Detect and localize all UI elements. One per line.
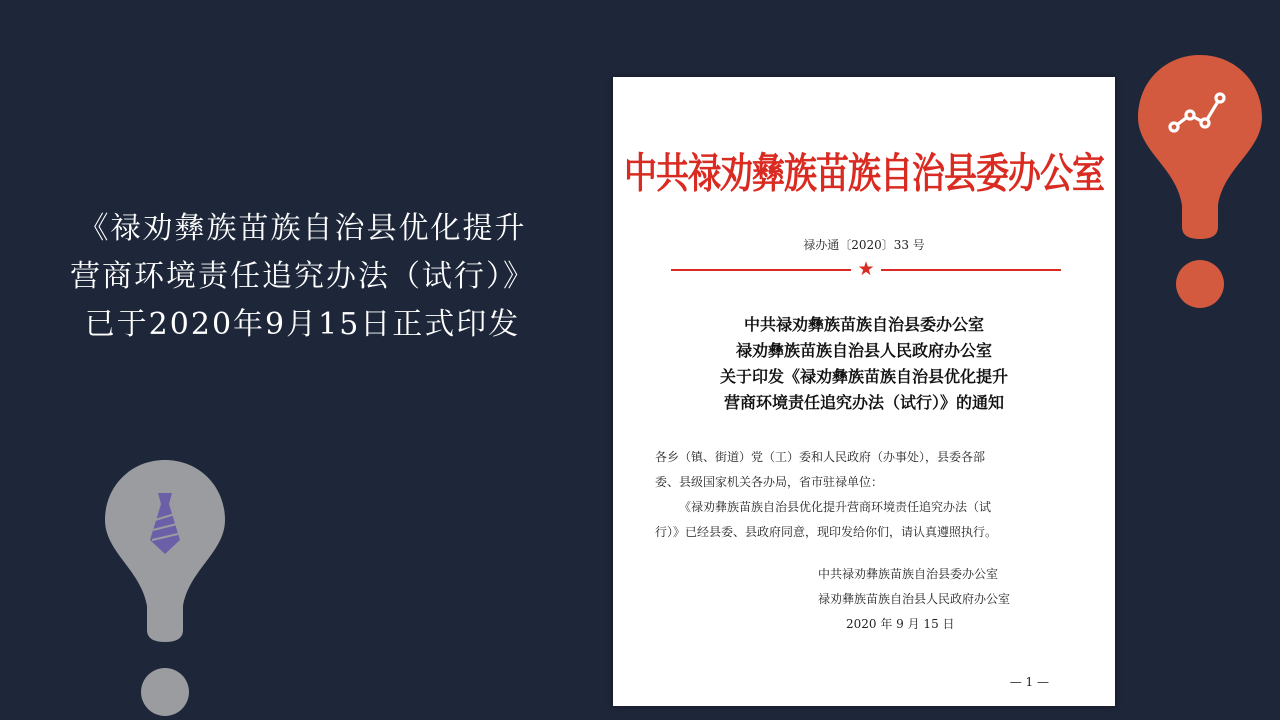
signatory: 禄劝彝族苗族自治县人民政府办公室: [818, 592, 1011, 606]
document-title-line: 中共禄劝彝族苗族自治县委办公室: [743, 315, 984, 334]
gray-question-bulb: [105, 460, 225, 720]
document-body-line: 委、县级国家机关各办局，省市驻禄单位：: [655, 475, 884, 489]
headline-line-2: 营商环境责任追究办法（试行）》: [70, 259, 535, 294]
document-number: 禄办通〔2020〕33 号: [803, 238, 925, 252]
page-number: — 1 —: [1009, 675, 1049, 689]
document-signatures: [818, 562, 1010, 637]
red-star-icon: ★: [857, 258, 875, 280]
signatory: 中共禄劝彝族苗族自治县委办公室: [818, 567, 999, 581]
document-date: 2020 年 9 月 15 日: [846, 617, 955, 631]
headline-line-1: 《禄劝彝族苗族自治县优化提升: [78, 211, 527, 246]
document-title: [613, 312, 1115, 416]
red-divider: [671, 258, 1061, 280]
divider-line-left: [671, 269, 851, 271]
document-title-line: 关于印发《禄劝彝族苗族自治县优化提升: [719, 367, 1008, 386]
document-title-line: 禄劝彝族苗族自治县人民政府办公室: [735, 341, 992, 360]
document-body-line: 各乡（镇、街道）党（工）委和人民政府（办事处），县委各部: [655, 450, 986, 464]
orange-question-bulb: [1138, 55, 1262, 310]
document-body-line: 行）》已经县委、县政府同意，现印发给你们，请认真遵照执行。: [655, 525, 998, 539]
headline-line-3: 已于2020年9月15日正式印发: [84, 307, 521, 342]
document-image: [613, 77, 1115, 706]
document-issuer-header: 中共禄劝彝族苗族自治县委办公室: [624, 148, 1104, 198]
document-title-line: 营商环境责任追究办法（试行）》的通知: [723, 393, 1004, 412]
document-body-line: 《禄劝彝族苗族自治县优化提升营商环境责任追究办法（试: [679, 500, 992, 514]
headline-text: [0, 205, 605, 349]
divider-line-right: [881, 269, 1061, 271]
document-body: [655, 445, 1083, 545]
